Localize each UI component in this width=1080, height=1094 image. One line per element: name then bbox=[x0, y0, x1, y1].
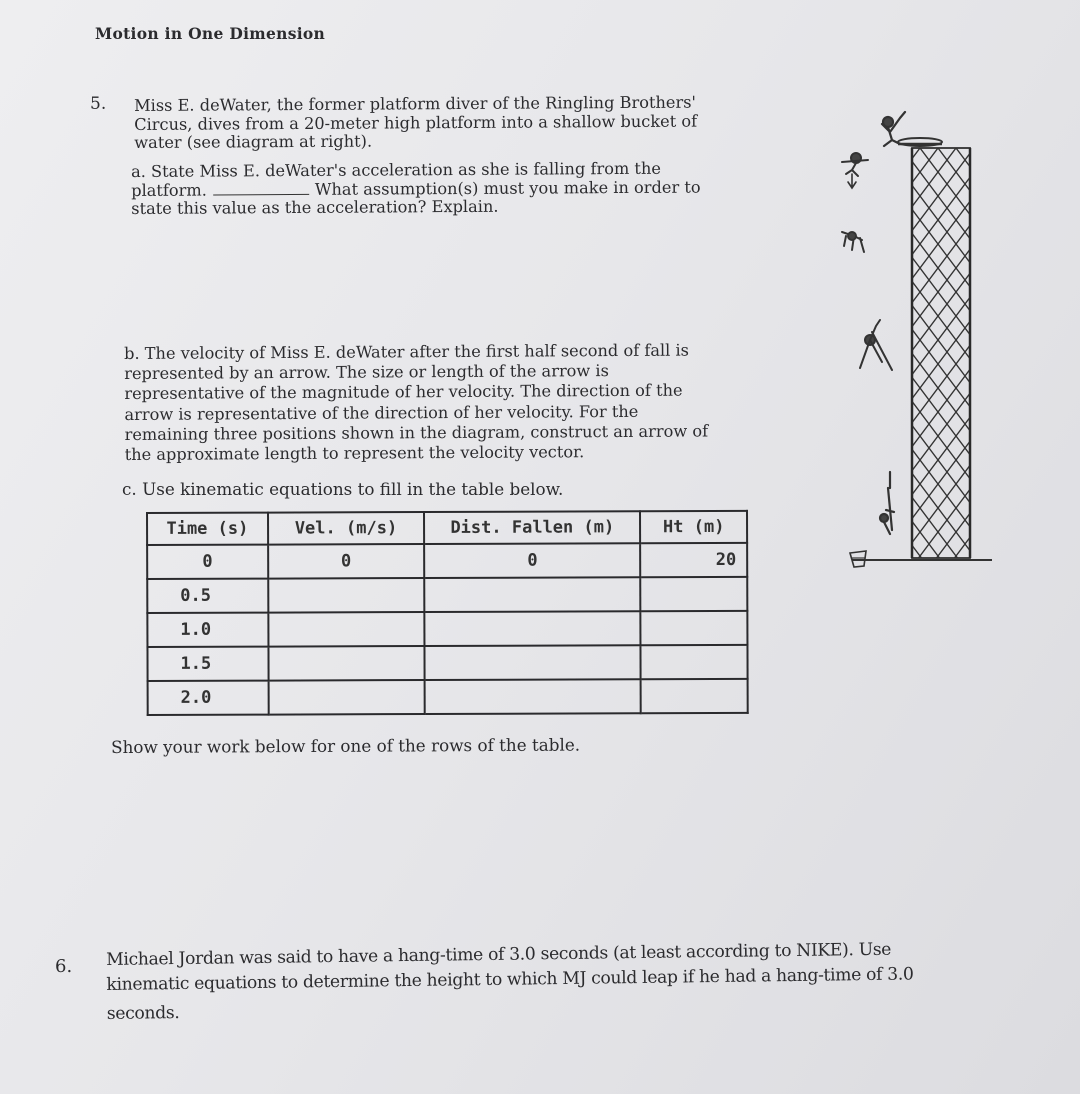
header-time: Time (s) bbox=[147, 513, 268, 545]
diver-on-platform-icon bbox=[882, 112, 905, 146]
cell-distance[interactable] bbox=[425, 645, 641, 680]
part-b-line-6: the approximate length to represent the velocity vector. bbox=[124, 442, 585, 465]
diver-falling-1-icon bbox=[842, 153, 868, 188]
part-b-line-5: remaining three positions shown in the diagram, construct an arrow of bbox=[124, 421, 709, 444]
diver-falling-3-icon bbox=[860, 320, 892, 370]
page-title: Motion in One Dimension bbox=[95, 24, 326, 43]
cell-velocity[interactable] bbox=[268, 646, 425, 681]
cell-height[interactable] bbox=[641, 679, 748, 713]
question-6-number: 6. bbox=[55, 956, 73, 977]
tower-icon bbox=[898, 138, 970, 558]
table-row bbox=[148, 679, 748, 715]
q6-line-2: kinematic equations to determine the height to which MJ could leap if he had a hang-time of 3.0 bbox=[106, 964, 914, 995]
part-a-line-1: a. State Miss E. deWater's acceleration as she is falling from the bbox=[130, 158, 661, 181]
answer-blank[interactable] bbox=[213, 193, 309, 195]
cell-time: 2.0 bbox=[148, 681, 269, 715]
table-row bbox=[147, 645, 747, 681]
diver-falling-4-icon bbox=[880, 472, 894, 534]
question-6-text bbox=[106, 937, 914, 1029]
header-distance: Dist. Fallen (m) bbox=[424, 511, 640, 544]
show-work-instruction: Show your work below for one of the rows of the table. bbox=[110, 734, 581, 757]
part-b bbox=[124, 340, 708, 465]
table-row bbox=[147, 577, 747, 613]
cell-time: 0 bbox=[147, 545, 268, 579]
part-a-line-2-end: What assumption(s) must you make in order to bbox=[314, 177, 701, 199]
kinematics-table bbox=[146, 510, 749, 716]
part-b-line-1: b. The velocity of Miss E. deWater after the first half second of fall is bbox=[124, 340, 689, 363]
cell-height[interactable] bbox=[641, 645, 748, 679]
header-height: Ht (m) bbox=[640, 511, 747, 543]
intro-line-2: Circus, dives from a 20-meter high platform into a shallow bucket of bbox=[134, 111, 698, 134]
part-a-line-2-start: platform. bbox=[131, 180, 207, 200]
diving-tower-diagram bbox=[812, 100, 1002, 575]
cell-height[interactable] bbox=[641, 611, 748, 645]
table-header-row bbox=[147, 511, 747, 545]
q6-line-3: seconds. bbox=[106, 1003, 180, 1024]
cell-distance[interactable] bbox=[425, 611, 641, 646]
cell-distance: 0 bbox=[424, 543, 640, 578]
part-a-line-3: state this value as the acceleration? Explain. bbox=[131, 196, 499, 218]
intro-line-1: Miss E. deWater, the former platform diver of the Ringling Brothers' bbox=[133, 92, 697, 115]
table-row bbox=[147, 611, 747, 647]
header-velocity: Vel. (m/s) bbox=[268, 512, 425, 545]
part-b-line-3: representative of the magnitude of her velocity. The direction of the bbox=[124, 380, 683, 404]
cell-velocity[interactable] bbox=[268, 680, 425, 715]
part-a bbox=[131, 160, 701, 219]
cell-time: 1.0 bbox=[147, 613, 268, 647]
cell-velocity[interactable] bbox=[268, 578, 425, 613]
part-b-line-2: represented by an arrow. The size or length of the arrow is bbox=[124, 361, 609, 384]
q6-line-1: Michael Jordan was said to have a hang-time of 3.0 seconds (at least according to NIKE). Use bbox=[106, 939, 892, 970]
question-5-number: 5. bbox=[90, 94, 107, 114]
question-5-intro bbox=[134, 94, 697, 153]
cell-height: 20 bbox=[640, 543, 747, 577]
cell-time: 1.5 bbox=[147, 647, 268, 681]
part-b-line-4: arrow is representative of the direction of her velocity. For the bbox=[124, 401, 639, 424]
table-row bbox=[147, 543, 747, 579]
intro-line-3: water (see diagram at right). bbox=[134, 131, 373, 152]
cell-velocity[interactable] bbox=[268, 612, 425, 647]
cell-velocity: 0 bbox=[268, 544, 425, 579]
cell-time: 0.5 bbox=[147, 579, 268, 613]
part-c: c. Use kinematic equations to fill in the table below. bbox=[122, 479, 564, 499]
cell-height[interactable] bbox=[641, 577, 748, 611]
cell-distance[interactable] bbox=[425, 679, 641, 714]
cell-distance[interactable] bbox=[424, 577, 640, 612]
diver-falling-2-icon bbox=[842, 232, 864, 252]
